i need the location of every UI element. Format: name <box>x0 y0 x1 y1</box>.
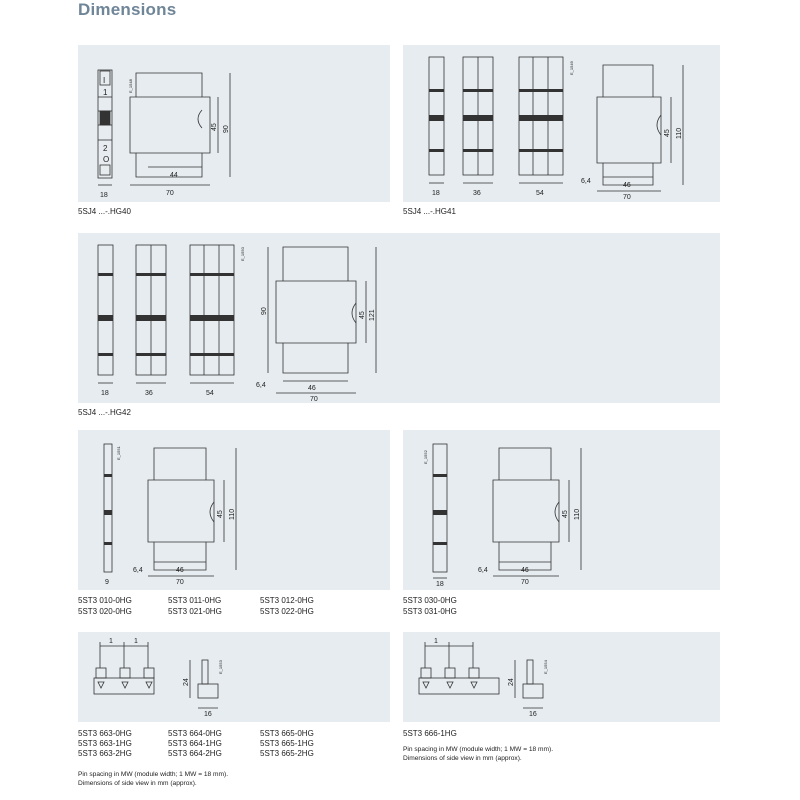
st3-c-drawing <box>78 632 390 722</box>
caption-st3-664-0: 5ST3 664-0HG <box>168 729 222 738</box>
dim-46: 46 <box>308 385 316 392</box>
caption-st3-665-0: 5ST3 665-0HG <box>260 729 314 738</box>
drawing-panel-hg40 <box>78 45 390 202</box>
switch-label-i: I <box>103 76 106 85</box>
dim-46: 46 <box>521 567 529 574</box>
caption-st3-663-0: 5ST3 663-0HG <box>78 729 132 738</box>
drawing-ref: E_1552 <box>423 450 428 464</box>
drawing-panel-hg41 <box>403 45 720 202</box>
dim-110: 110 <box>676 127 683 139</box>
dim-45: 45 <box>211 123 218 131</box>
caption-hg42: 5SJ4 ...-.HG42 <box>78 408 131 417</box>
drawing-ref: E_1551 <box>116 446 121 460</box>
caption-st3-010: 5ST3 010-0HG <box>78 596 132 605</box>
dim-36: 36 <box>473 190 481 197</box>
drawing-panel-hg42 <box>78 233 720 403</box>
dim-70: 70 <box>176 579 184 586</box>
dim-9: 9 <box>105 579 109 586</box>
note-dimensions: Dimensions of side view in mm (approx). <box>403 755 522 762</box>
note-dimensions: Dimensions of side view in mm (approx). <box>78 780 197 787</box>
dim-110: 110 <box>574 508 581 520</box>
hg41-drawing <box>403 45 720 202</box>
caption-hg41: 5SJ4 ...-.HG41 <box>403 207 456 216</box>
dim-70: 70 <box>166 190 174 197</box>
dim-16: 16 <box>529 711 537 718</box>
caption-hg40: 5SJ4 ...-.HG40 <box>78 207 131 216</box>
dim-6-4: 6,4 <box>256 382 266 389</box>
dim-46: 46 <box>176 567 184 574</box>
dim-90: 90 <box>223 125 230 133</box>
dim-18: 18 <box>436 581 444 588</box>
caption-st3-030: 5ST3 030-0HG <box>403 596 457 605</box>
dim-45: 45 <box>359 311 366 319</box>
drawing-ref: E_1549 <box>569 61 574 75</box>
dim-121: 121 <box>369 309 376 321</box>
dim-70: 70 <box>310 396 318 403</box>
drawing-ref: E_1550 <box>240 247 245 261</box>
caption-st3-012: 5ST3 012-0HG <box>260 596 314 605</box>
dim-18: 18 <box>101 390 109 397</box>
dim-16: 16 <box>204 711 212 718</box>
drawing-ref: E_1548 <box>128 79 133 93</box>
drawing-ref: E_1553 <box>218 660 223 674</box>
dim-70: 70 <box>623 194 631 201</box>
dim-36: 36 <box>145 390 153 397</box>
caption-st3-663-1: 5ST3 663-1HG <box>78 739 132 748</box>
drawing-ref: E_1554 <box>543 660 548 674</box>
dim-6-4: 6,4 <box>133 567 143 574</box>
st3-b-drawing <box>403 430 720 590</box>
caption-st3-665-1: 5ST3 665-1HG <box>260 739 314 748</box>
pin-spacing-1: 1 <box>434 638 438 645</box>
note-pin-spacing: Pin spacing in MW (module width; 1 MW = 18 mm). <box>403 746 554 753</box>
note-pin-spacing: Pin spacing in MW (module width; 1 MW = 18 mm). <box>78 771 229 778</box>
caption-st3-664-2: 5ST3 664-2HG <box>168 749 222 758</box>
dim-70: 70 <box>521 579 529 586</box>
caption-st3-020: 5ST3 020-0HG <box>78 607 132 616</box>
caption-st3-663-2: 5ST3 663-2HG <box>78 749 132 758</box>
caption-st3-031: 5ST3 031-0HG <box>403 607 457 616</box>
caption-st3-022: 5ST3 022-0HG <box>260 607 314 616</box>
hg40-drawing <box>78 45 390 202</box>
dim-54: 54 <box>206 390 214 397</box>
caption-st3-664-1: 5ST3 664-1HG <box>168 739 222 748</box>
hg42-drawing <box>78 233 720 403</box>
dim-24: 24 <box>508 678 515 686</box>
dim-6-4: 6,4 <box>478 567 488 574</box>
pin-spacing-2: 1 <box>134 638 138 645</box>
page-title: Dimensions <box>78 0 177 19</box>
drawing-panel-st3-b <box>403 430 720 590</box>
dim-45: 45 <box>562 510 569 518</box>
dim-45: 45 <box>664 129 671 137</box>
dim-90: 90 <box>261 307 268 315</box>
drawing-panel-st3-d <box>403 632 720 722</box>
drawing-panel-st3-c <box>78 632 390 722</box>
drawing-panel-st3-a <box>78 430 390 590</box>
switch-label-one: 1 <box>103 88 108 97</box>
caption-st3-666-1: 5ST3 666-1HG <box>403 729 457 738</box>
dim-110: 110 <box>229 508 236 520</box>
st3-d-drawing <box>403 632 720 722</box>
dim-6-4: 6,4 <box>581 178 591 185</box>
switch-label-o: O <box>103 155 110 164</box>
dim-18: 18 <box>100 192 108 199</box>
caption-st3-665-2: 5ST3 665-2HG <box>260 749 314 758</box>
dim-46: 46 <box>623 182 631 189</box>
caption-st3-011: 5ST3 011-0HG <box>168 596 222 605</box>
pin-spacing-1: 1 <box>109 638 113 645</box>
dim-18: 18 <box>432 190 440 197</box>
st3-a-drawing <box>78 430 390 590</box>
dim-44: 44 <box>170 172 178 179</box>
dim-54: 54 <box>536 190 544 197</box>
caption-st3-021: 5ST3 021-0HG <box>168 607 222 616</box>
switch-label-two: 2 <box>103 144 108 153</box>
dim-45: 45 <box>217 510 224 518</box>
dim-24: 24 <box>183 678 190 686</box>
